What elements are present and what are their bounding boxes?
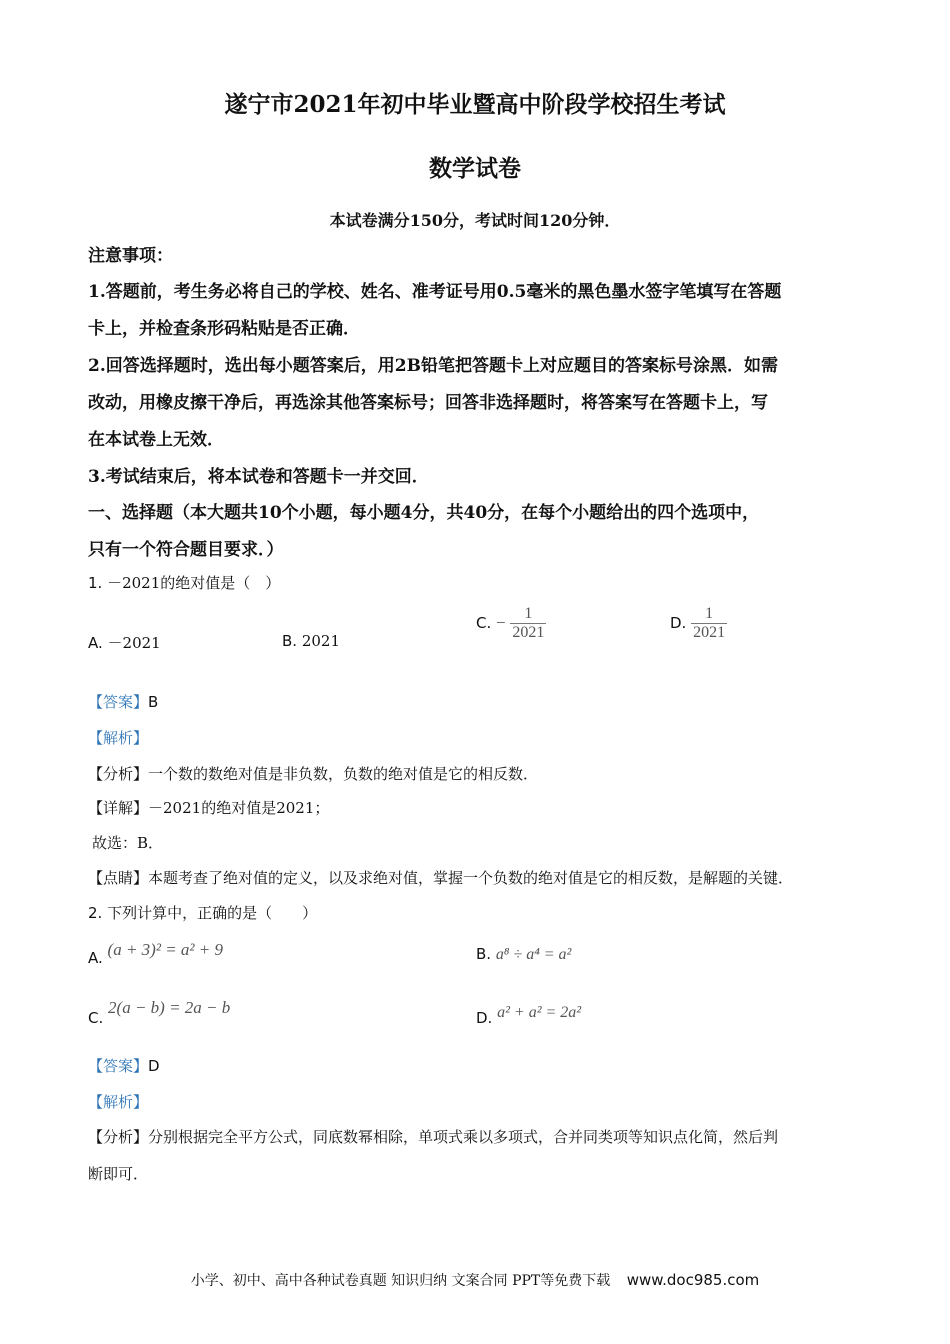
page-footer — [0, 1270, 950, 1290]
option-label: B. — [282, 632, 298, 650]
fraction-numerator: 1 — [705, 605, 714, 622]
option-label: B. — [476, 945, 492, 963]
q2-option-d — [476, 1003, 582, 1027]
fenxi-text: 一个数的数绝对值是非负数，负数的绝对值是它的相反数． — [148, 765, 539, 783]
note-item-3: 3.考试结束后，将本试卷和答题卡一并交回． — [88, 467, 429, 487]
q1-answer — [88, 691, 158, 712]
q2-option-c — [88, 998, 231, 1027]
minus-sign: − — [496, 612, 506, 632]
notes-heading: 注意事项： — [88, 246, 173, 266]
question-stem: 下列计算中，正确的是（ ） — [107, 904, 318, 922]
option-expression: 2(a − b) = 2a − b — [108, 998, 231, 1017]
option-expression: a⁸ ÷ a⁴ = a² — [495, 946, 572, 963]
footer-text: 小学、初中、高中各种试卷真题 知识归纳 文案合同 PPT等免费下载 — [190, 1273, 611, 1289]
section-heading-line-2: 只有一个符合题目要求．） — [88, 540, 284, 560]
detail-tag: 【详解】 — [88, 799, 149, 817]
footer-url[interactable]: www.doc985.com — [626, 1271, 760, 1289]
comment-text: 本题考查了绝对值的定义，以及求绝对值，掌握一个负数的绝对值是它的相反数，是解题的关键． — [148, 869, 794, 887]
q1-comment — [88, 867, 793, 888]
option-label: D. — [476, 1009, 493, 1027]
fraction — [510, 606, 546, 642]
section-heading-line-1: 一、选择题（本大题共10个小题，每小题4分，共40分，在每个小题给出的四个选项中， — [88, 503, 760, 523]
q1-fenxi — [88, 763, 538, 784]
q2-fenxi-line-2: 断即可． — [88, 1165, 149, 1183]
note-item-1-line-1: 1.答题前，考生务必将自己的学校、姓名、准考证号用0.5毫米的黑色墨水签字笔填写在答题 — [88, 282, 782, 302]
q2-option-b — [476, 945, 571, 964]
exam-title: 遂宁市2021年初中毕业暨高中阶段学校招生考试 — [224, 91, 726, 118]
question-2 — [88, 902, 317, 923]
option-expression: a² + a² = 2a² — [497, 1004, 582, 1021]
option-value: －2021 — [107, 634, 161, 652]
q2-fenxi-line-1 — [88, 1126, 778, 1147]
option-label: A. — [88, 634, 103, 652]
fraction-numerator: 1 — [524, 605, 533, 622]
q1-detail — [88, 797, 329, 818]
question-number: 2. — [88, 904, 103, 922]
q2-analysis-tag: 【解析】 — [88, 1093, 149, 1111]
question-stem: －2021的绝对值是（ ） — [107, 574, 281, 592]
comment-tag: 【点睛】 — [88, 869, 149, 887]
answer-tag: 【答案】 — [88, 1057, 149, 1075]
q2-option-a — [88, 940, 223, 967]
detail-text: －2021的绝对值是2021； — [148, 799, 330, 817]
q1-analysis-tag: 【解析】 — [88, 729, 149, 747]
note-item-2-line-2: 改动，用橡皮擦干净后，再选涂其他答案标号；回答非选择题时，将答案写在答题卡上，写 — [88, 393, 768, 413]
answer-tag: 【答案】 — [88, 693, 149, 711]
q1-option-a — [88, 632, 161, 653]
fraction-denominator: 2021 — [512, 623, 545, 641]
question-number: 1. — [88, 574, 103, 592]
answer-value: B — [148, 693, 159, 711]
subject-title: 数学试卷 — [429, 155, 521, 182]
exam-info: 本试卷满分150分，考试时间120分钟． — [329, 211, 621, 230]
note-item-2-line-1: 2.回答选择题时，选出每小题答案后，用2B铅笔把答题卡上对应题目的答案标号涂黑．如需 — [88, 356, 778, 376]
option-label: A. — [88, 949, 103, 967]
q1-option-c — [476, 606, 546, 642]
option-label: C. — [88, 1009, 104, 1027]
q1-choose: 故选：B． — [92, 834, 164, 852]
fenxi-text: 分别根据完全平方公式，同底数幂相除，单项式乘以多项式，合并同类项等知识点化简，然后判 — [148, 1128, 779, 1146]
fraction — [691, 606, 727, 642]
q2-answer — [88, 1055, 160, 1076]
fraction-denominator: 2021 — [693, 623, 726, 641]
note-item-1-line-2: 卡上，并检查条形码粘贴是否正确． — [88, 319, 360, 339]
fenxi-tag: 【分析】 — [88, 765, 149, 783]
answer-value: D — [148, 1057, 160, 1075]
option-label: D. — [670, 613, 687, 632]
fenxi-tag: 【分析】 — [88, 1128, 149, 1146]
option-label: C. — [476, 613, 492, 632]
note-item-2-line-3: 在本试卷上无效． — [88, 430, 224, 450]
q1-option-d — [670, 606, 727, 642]
option-expression: (a + 3)² = a² + 9 — [107, 940, 223, 959]
question-1 — [88, 572, 280, 593]
q1-option-b — [282, 632, 340, 650]
option-value: 2021 — [301, 632, 341, 650]
